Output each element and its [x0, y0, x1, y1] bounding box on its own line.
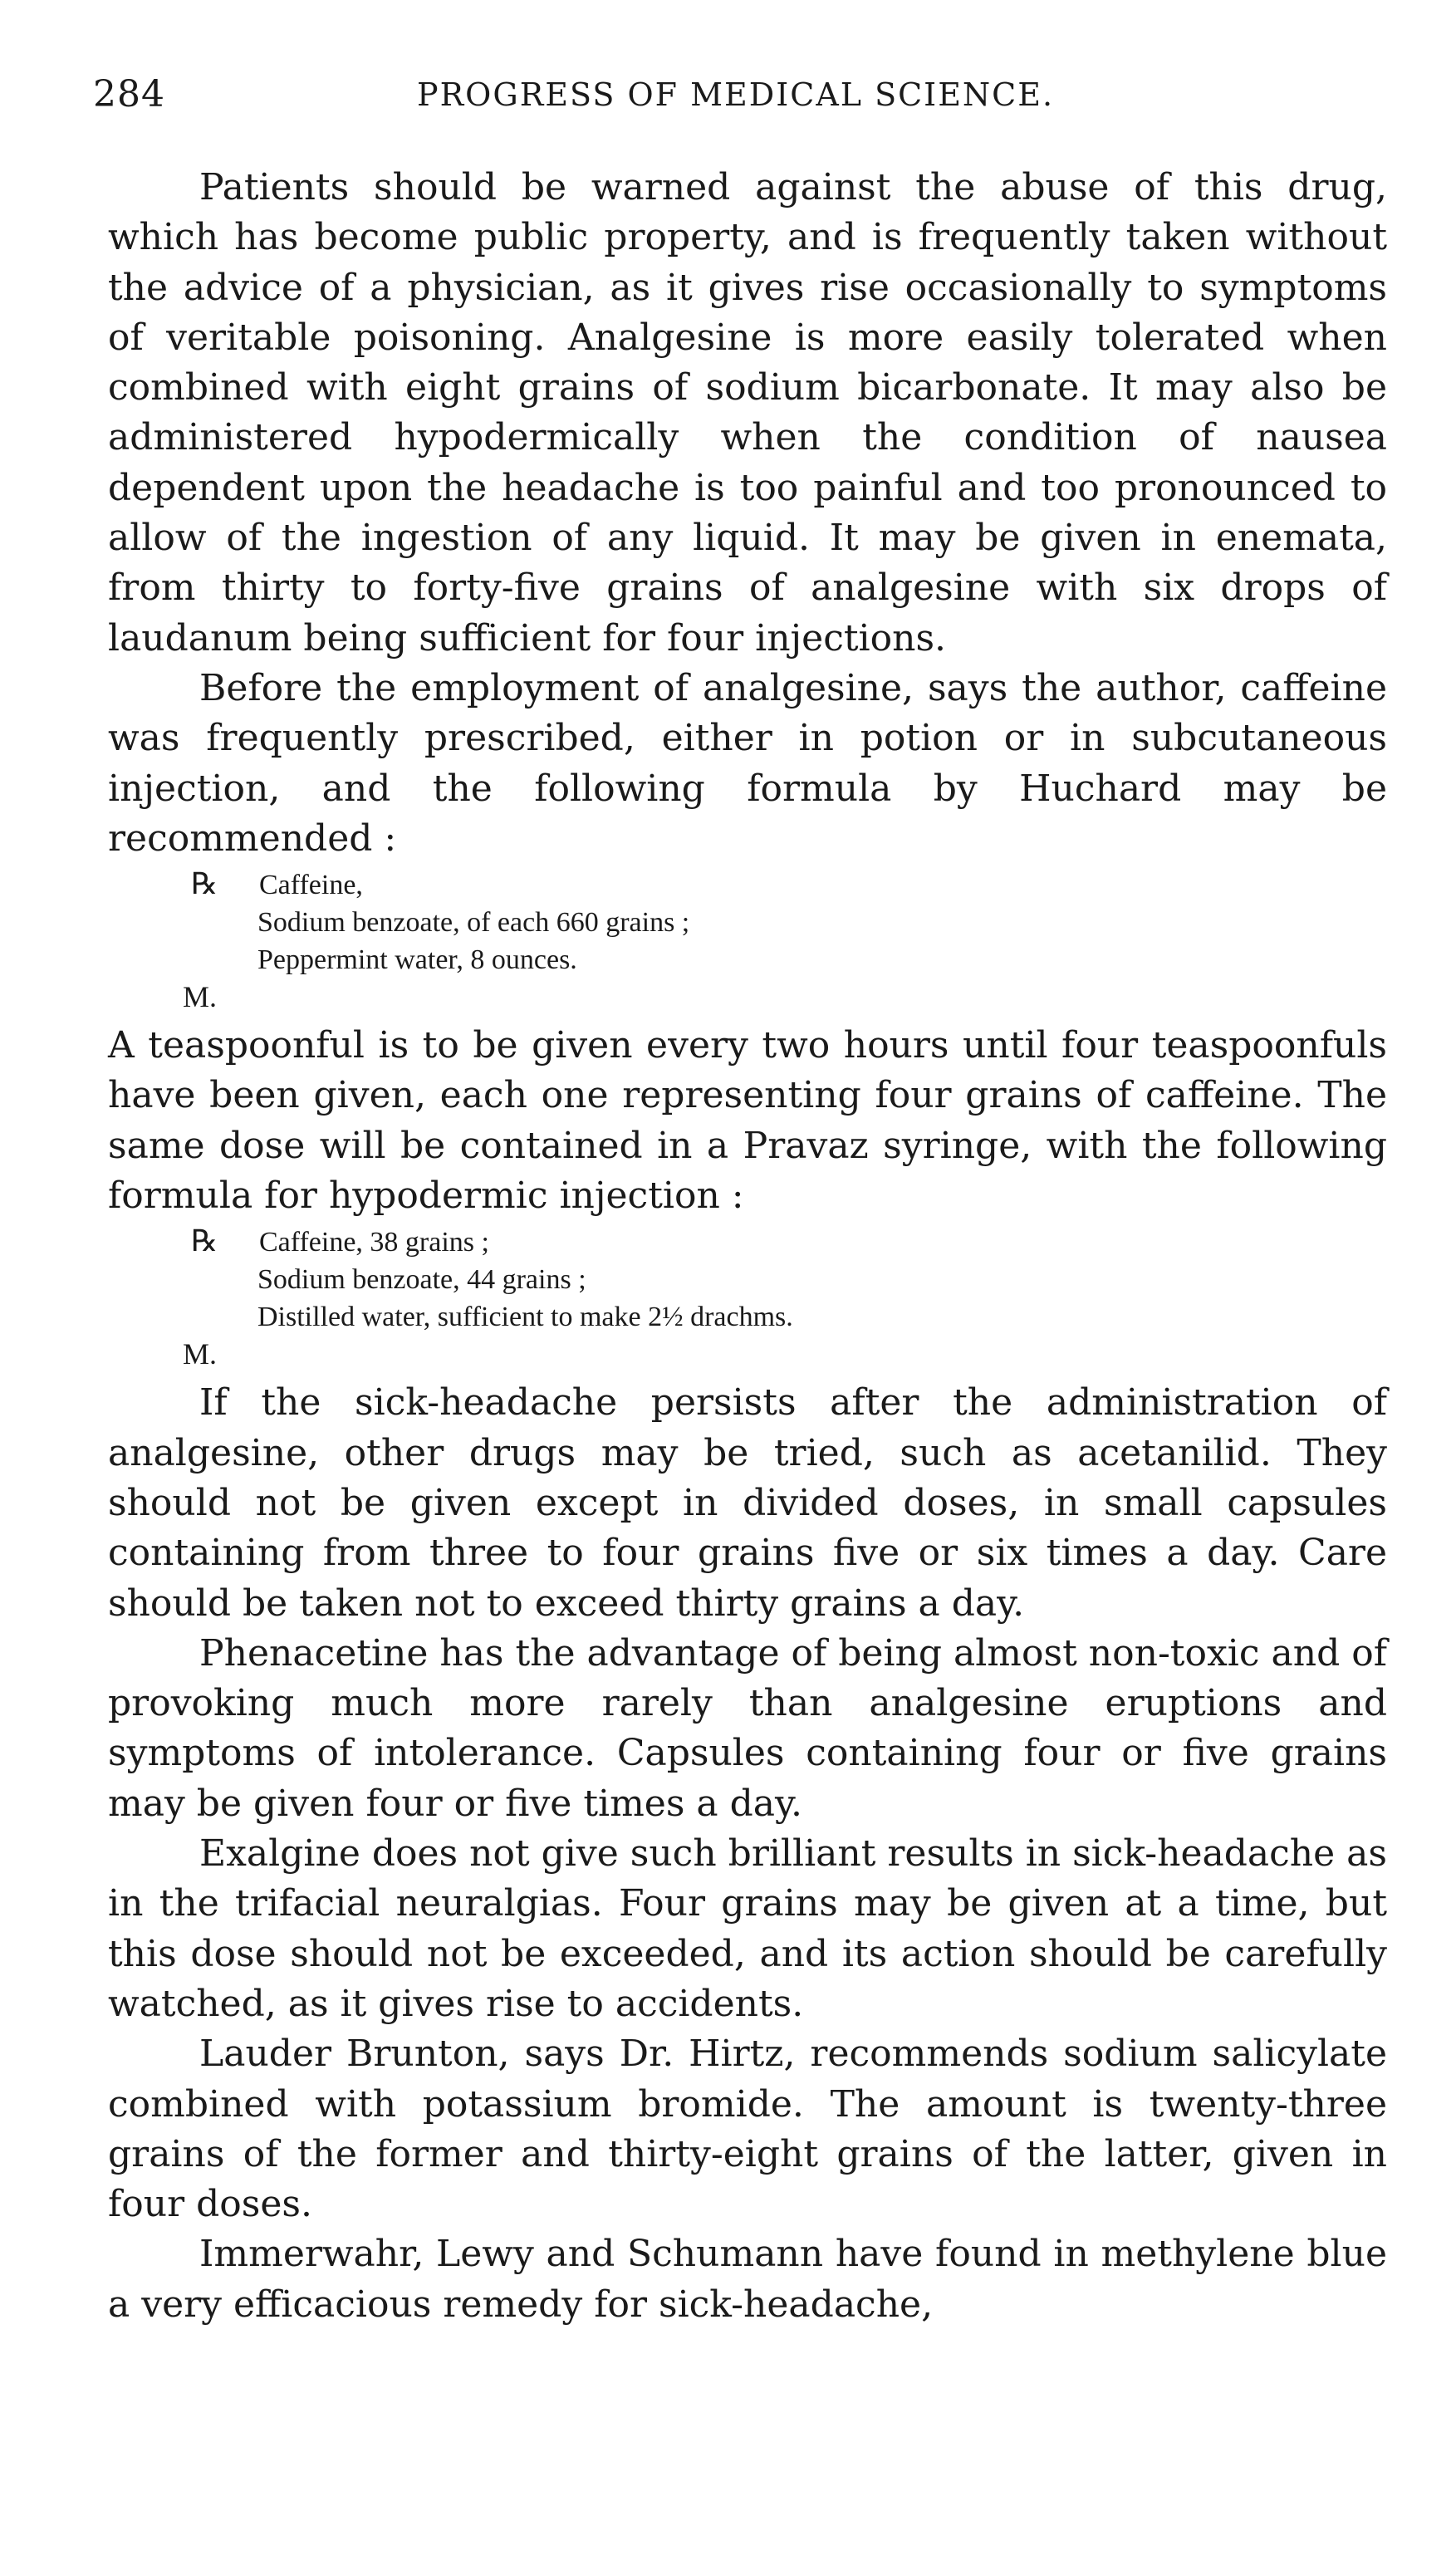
paragraph: Exalgine does not give such brilliant results in sick-headache as in the trifacial neuralgias. Four grains may be given at a time, but this dose should not be exceeded, and its action should be carefully watched, as it gives rise to accidents.: [108, 1832, 1387, 2025]
prescription-ingredient: Sodium benzoate, 44 grains ;: [257, 1264, 586, 1296]
prescription-mix: M.: [183, 980, 218, 1014]
running-title: PROGRESS OF MEDICAL SCIENCE.: [417, 76, 1055, 113]
prescription-line: [108, 866, 1387, 904]
paragraph: Before the employment of analgesine, says the author, caffeine was frequently prescribed, either in potion or in subcutaneous injection, and the following formula by Huchard may be recommended :: [108, 666, 1387, 860]
prescription-block: [108, 1223, 1387, 1373]
prescription-block: [108, 866, 1387, 1016]
paragraph: Patients should be warned against the abuse of this drug, which has become public property, and is frequently taken without the advice of a physician, as it gives rise occasionally to symptoms of veritable poisoning. Analgesine is more easily tolerated when combined with eight grains of sodium bicarbonate. It may also be administered hypodermically when the condition of nausea dependent upon the headache is too painful and too pronounced to allow of the ingestion of any liquid. It may be given in enemata, from thirty to forty-five grains of analgesine with six drops of laudanum being sufficient for four injections.: [108, 166, 1387, 660]
paragraph: If the sick-headache persists after the administration of analgesine, other drugs may be tried, such as acetanilid. They should not be given except in divided doses, in small capsules containing from three to four grains five or six times a day. Care should be taken not to exceed thirty grains a day.: [108, 1381, 1387, 1625]
paragraph: A teaspoonful is to be given every two hours until four teaspoonfuls have been given, each one representing four grains of caffeine. The same dose will be contained in a Pravaz syringe, with the following formula for hypodermic injection :: [108, 1024, 1387, 1218]
recipe-symbol: ℞: [191, 1224, 218, 1258]
paragraph: Phenacetine has the advantage of being almost non-toxic and of provoking much more rarely than analgesine eruptions and symptoms of intolerance. Capsules containing four or five grains may be given four or five times a day.: [108, 1631, 1387, 1825]
paragraph: Lauder Brunton, says Dr. Hirtz, recommends sodium salicylate combined with potassium bromide. The amount is twenty-three grains of the former and thirty-eight grains of the latter, given in four doses.: [108, 2033, 1387, 2226]
recipe-symbol: ℞: [191, 867, 218, 901]
prescription-ingredient: Sodium benzoate, of each 660 grains ;: [257, 907, 690, 939]
prescription-ingredient: Distilled water, sufficient to make 2½ drachms.: [257, 1302, 793, 1333]
page-header: [93, 73, 1389, 123]
prescription-mix: M.: [183, 1337, 218, 1371]
paragraph: Immerwahr, Lewy and Schumann have found in methylene blue a very efficacious remedy for sick-headache,: [108, 2233, 1387, 2326]
prescription-ingredient: Peppermint water, 8 ounces.: [257, 944, 577, 976]
prescription-ingredient: Caffeine,: [259, 870, 363, 901]
page-number: 284: [93, 73, 165, 115]
prescription-line: [108, 1223, 1387, 1261]
body-text: [108, 163, 1387, 2330]
prescription-ingredient: Caffeine, 38 grains ;: [259, 1227, 489, 1258]
